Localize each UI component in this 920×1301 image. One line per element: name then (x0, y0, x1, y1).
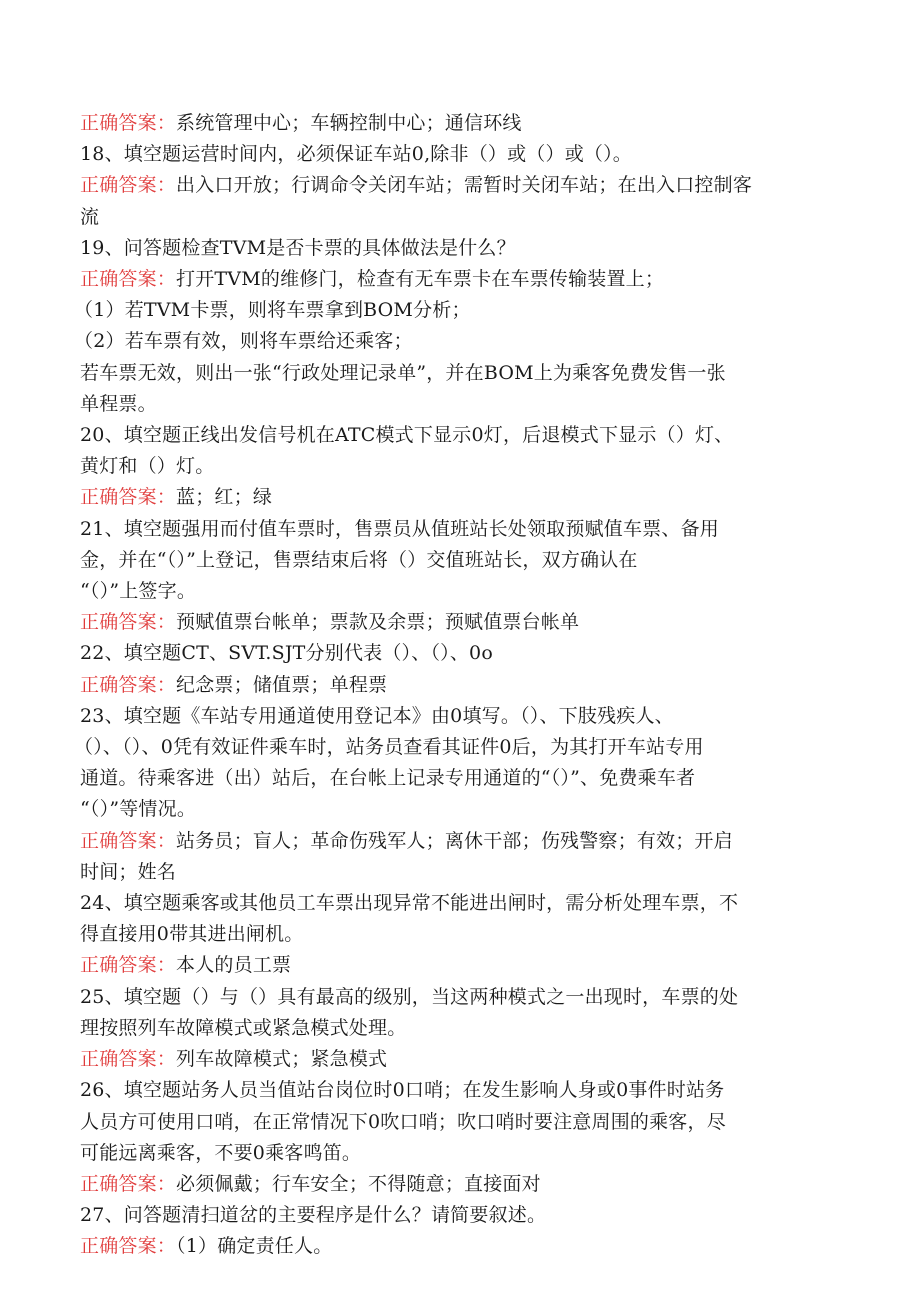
text-line: 21、填空题强用而付值车票时，售票员从值班站长处领取预赋值车票、备用 (80, 517, 719, 540)
answer-text: （1）确定责任人。 (176, 1235, 333, 1258)
text-line: （）、（）、0凭有效证件乘车时，站务员查看其证件0后，为其打开车站专用 (74, 736, 704, 759)
answer-line (80, 1169, 840, 1200)
text-line: 24、填空题乘客或其他员工车票出现异常不能进出闸时，需分析处理车票，不 (80, 892, 739, 915)
text-line: “（）”等情况。 (80, 798, 197, 821)
answer-label: 正确答案： (80, 1235, 177, 1258)
text-line: 25、填空题（）与（）具有最高的级别，当这两种模式之一出现时，车票的处 (80, 985, 739, 1008)
text-line: 可能远离乘客，不要0乘客鸣笛。 (80, 1141, 362, 1164)
text-line: 单程票。 (80, 392, 157, 415)
answer-line (80, 264, 840, 295)
answer-line (80, 108, 840, 139)
text-line: 19、问答题检查TVM是否卡票的具体做法是什么？ (80, 236, 516, 259)
text-line: 理按照列车故障模式或紧急模式处理。 (80, 1016, 407, 1039)
answer-text: 系统管理中心；车辆控制中心；通信环线 (176, 112, 522, 134)
answer-line (80, 607, 840, 638)
answer-text: 出入口开放；行调命令关闭车站；需暂时关闭车站；在出入口控制客 (176, 174, 753, 197)
answer-label: 正确答案： (80, 954, 177, 977)
answer-label: 正确答案： (80, 268, 177, 291)
answer-label: 正确答案： (80, 112, 177, 134)
answer-label: 正确答案： (80, 174, 177, 197)
answer-text: 必须佩戴；行车安全；不得随意；直接面对 (176, 1172, 541, 1195)
answer-text: 纪念票；储值票；单程票 (176, 673, 388, 696)
answer-text: 蓝；红；绿 (176, 486, 273, 509)
document-page (74, 108, 840, 1263)
text-line: 23、填空题《车站专用通道使用登记本》由0填写。（）、下肢残疾人、 (80, 704, 674, 727)
answer-label: 正确答案： (80, 829, 177, 852)
text-line: “（）”上签字。 (80, 580, 197, 603)
text-line: 人员方可使用口哨，在正常情况下0吹口哨；吹口哨时要注意周围的乘客，尽 (80, 1110, 726, 1133)
text-line: 26、填空题站务人员当值站台岗位时0口哨；在发生影响人身或0事件时站务 (80, 1079, 725, 1102)
answer-label: 正确答案： (80, 611, 177, 634)
answer-label: 正确答案： (80, 673, 177, 696)
text-line: 黄灯和（）灯。 (80, 455, 215, 478)
text-line: 18、填空题运营时间内，必须保证车站0,除非（）或（）或（）。 (80, 143, 633, 166)
text-line: 得直接用0带其进出闸机。 (80, 923, 304, 946)
answer-label: 正确答案： (80, 1048, 177, 1071)
answer-label: 正确答案： (80, 486, 177, 509)
text-line: （2）若车票有效，则将车票给还乘客； (74, 330, 413, 353)
answer-label: 正确答案： (80, 1172, 177, 1195)
text-line: 27、问答题清扫道岔的主要程序是什么？请简要叙述。 (80, 1204, 547, 1227)
answer-text: 打开TVM的维修门，检查有无车票卡在车票传输装置上； (176, 268, 665, 291)
answer-line (80, 950, 840, 981)
answer-text: 列车故障模式；紧急模式 (176, 1048, 388, 1071)
answer-text: 预赋值票台帐单；票款及余票；预赋值票台帐单 (176, 611, 580, 634)
answer-line (80, 482, 840, 513)
answer-line (80, 1044, 840, 1075)
answer-text: 本人的员工票 (176, 954, 292, 977)
answer-line (80, 670, 840, 701)
answer-line (80, 1231, 840, 1262)
answer-line (80, 170, 840, 201)
text-line: 22、填空题CT、SVT.SJT分别代表（）、（）、0o (80, 642, 493, 665)
text-line: 若车票无效，则出一张“行政处理记录单”，并在BOM上为乘客免费发售一张 (80, 361, 726, 384)
text-line: 20、填空题正线出发信号机在ATC模式下显示0灯，后退模式下显示（）灯、 (80, 424, 734, 447)
text-line: （1）若TVM卡票，则将车票拿到BOM分析； (74, 299, 471, 322)
text-line: 通道。待乘客进（出）站后，在台帐上记录专用通道的“（）”、免费乘车者 (80, 767, 696, 790)
answer-text: 站务员；盲人；革命伤残军人；离休干部；伤残警察；有效；开启 (176, 829, 733, 852)
text-line: 时间；姓名 (80, 860, 177, 883)
text-line: 金，并在“（）”上登记，售票结束后将（）交值班站长，双方确认在 (80, 548, 638, 571)
answer-line (80, 826, 840, 857)
text-line: 流 (80, 205, 100, 228)
